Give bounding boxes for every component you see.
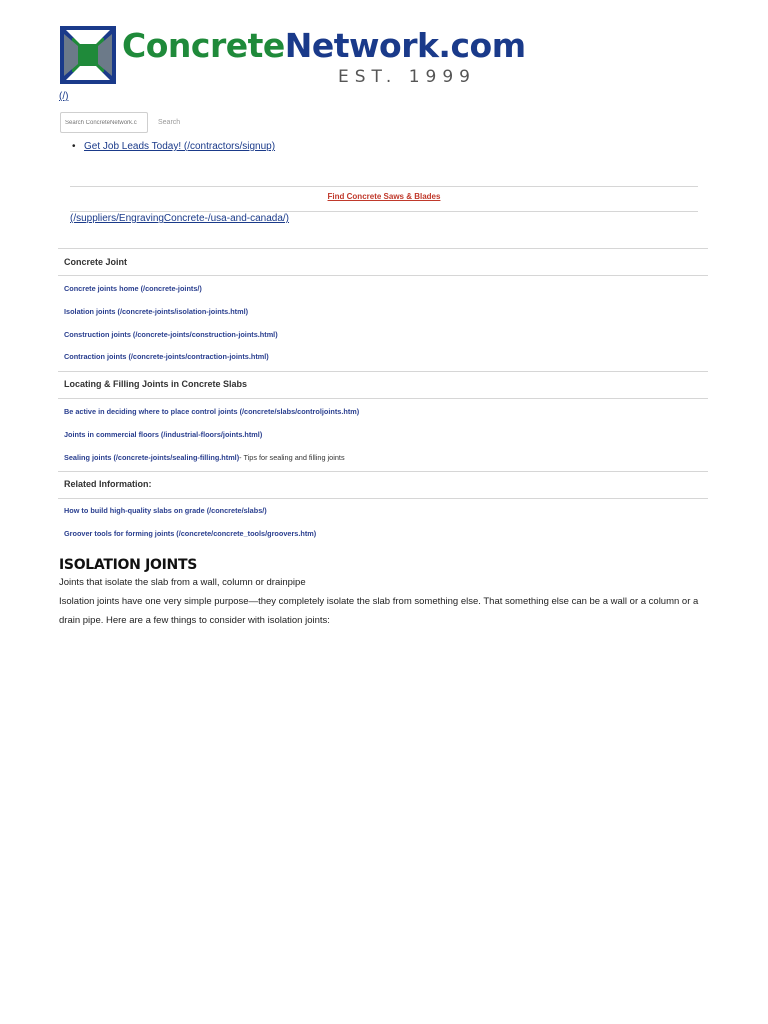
bullet-icon: •	[72, 141, 76, 152]
logo-word-network: Network.com	[284, 26, 526, 65]
divider	[58, 498, 708, 499]
link-concrete-joints-home[interactable]: Concrete joints home (/concrete-joints/)	[64, 284, 202, 293]
job-leads-link[interactable]: Get Job Leads Today! (/contractors/signup)	[84, 141, 276, 152]
divider	[58, 398, 708, 399]
article-subtitle: Joints that isolate the slab from a wall, column or drainpipe	[59, 577, 306, 588]
logo-mark-icon	[58, 24, 118, 86]
link-control-joints[interactable]: Be active in deciding where to place control joints (/concrete/slabs/controljoints.htm)	[64, 407, 360, 416]
supplier-link[interactable]: (/suppliers/EngravingConcrete-/usa-and-canada/)	[70, 213, 290, 224]
link-isolation-joints[interactable]: Isolation joints (/concrete-joints/isolation-joints.html)	[64, 307, 249, 316]
search-button[interactable]: Search	[152, 112, 186, 133]
divider	[58, 371, 708, 372]
search-input[interactable]	[60, 112, 148, 133]
section-heading-concrete-joint: Concrete Joint	[64, 257, 128, 267]
sealing-joints-note: - Tips for sealing and filling joints	[239, 453, 345, 462]
divider	[58, 471, 708, 472]
logo-wordmark	[122, 26, 526, 66]
link-construction-joints[interactable]: Construction joints (/concrete-joints/construction-joints.html)	[64, 330, 278, 339]
link-contraction-joints[interactable]: Contraction joints (/concrete-joints/contraction-joints.html)	[64, 352, 269, 361]
divider	[70, 186, 698, 187]
divider	[58, 275, 708, 276]
logo-word-concrete: Concrete	[122, 26, 285, 65]
divider	[58, 248, 708, 249]
link-commercial-floors[interactable]: Joints in commercial floors (/industrial-floors/joints.html)	[64, 430, 263, 439]
site-logo[interactable]	[58, 24, 526, 90]
article-body: Isolation joints have one very simple purpose—they completely isolate the slab from something else. That something else can be a wall or a column or a drain pipe. Here are a few things to consider with isolation joints:	[59, 596, 699, 626]
link-groover-tools[interactable]: Groover tools for forming joints (/concrete/concrete_tools/groovers.htm)	[64, 529, 317, 538]
sealing-joints-row	[64, 453, 345, 462]
home-link[interactable]: (/)	[59, 91, 69, 102]
link-slabs-on-grade[interactable]: How to build high-quality slabs on grade (/concrete/slabs/)	[64, 506, 267, 515]
section-heading-locating-filling: Locating & Filling Joints in Concrete Slabs	[64, 379, 248, 389]
page-title: ISOLATION JOINTS	[59, 557, 197, 573]
section-heading-related-info: Related Information:	[64, 479, 152, 489]
divider	[70, 211, 698, 212]
link-sealing-joints[interactable]: Sealing joints (/concrete-joints/sealing-filling.html)	[64, 453, 240, 462]
logo-established: EST. 1999	[338, 67, 476, 87]
concrete-saws-link[interactable]: Find Concrete Saws & Blades	[327, 192, 441, 201]
